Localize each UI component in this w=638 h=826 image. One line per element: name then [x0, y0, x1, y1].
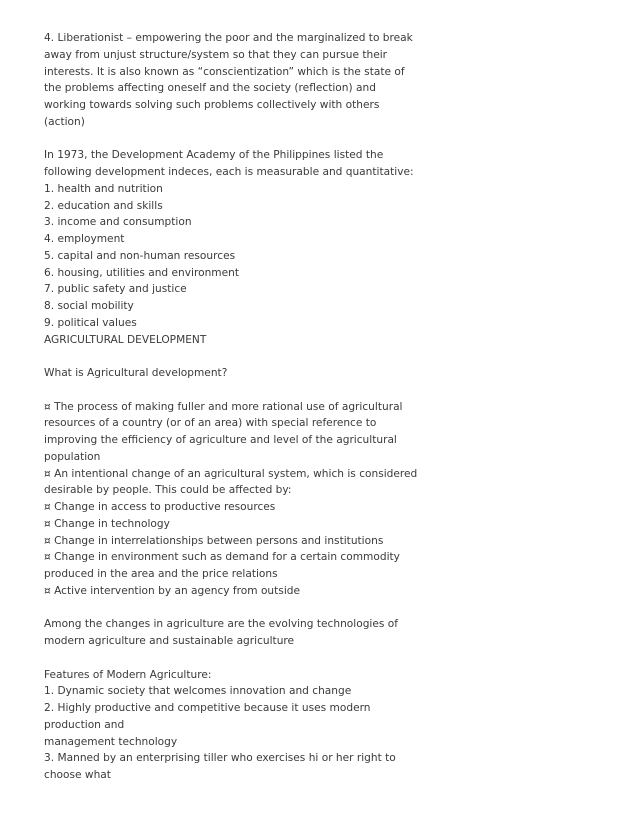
liberationist-paragraph — [44, 30, 413, 131]
blank-line — [44, 131, 404, 148]
text-line: ¤ Change in environment such as demand for a certain commodity — [44, 551, 400, 564]
text-line: modern agriculture and sustainable agriculture — [44, 635, 295, 647]
changes-paragraph — [44, 616, 404, 650]
text-line: interests. It is also known as “conscientization” which is the state of — [44, 65, 405, 78]
text-line: ¤ Change in access to productive resources — [44, 501, 276, 513]
text-line: ¤ Change in interrelationships between persons and institutions — [44, 534, 384, 547]
text-line: desirable by people. This could be affected by: — [44, 484, 292, 497]
text-line: management technology — [44, 735, 178, 748]
text-line: the problems affecting oneself and the society (reflection) and — [44, 82, 376, 95]
text-line: 2. Highly productive and competitive because it uses modern — [44, 702, 371, 714]
text-line: produced in the area and the price relations — [44, 568, 278, 580]
blank-line — [44, 650, 404, 667]
list-item: 7. public safety and justice — [44, 283, 187, 296]
list-item: 5. capital and non-human resources — [44, 249, 236, 262]
definition-paragraph — [44, 399, 418, 600]
features-paragraph — [44, 667, 404, 784]
question-line: What is Agricultural development? — [44, 367, 228, 379]
text-line: Features of Modern Agriculture: — [44, 668, 212, 681]
text-line: resources of a country (or of an area) with special reference to — [44, 417, 377, 430]
text-line: working towards solving such problems collectively with others — [44, 99, 380, 111]
list-item: 6. housing, utilities and environment — [44, 266, 239, 279]
text-line: ¤ Active intervention by an agency from outside — [44, 584, 301, 597]
text-line: following development indeces, each is measurable and quantitative: — [44, 166, 414, 178]
blank-line — [44, 348, 404, 365]
list-item: 9. political values — [44, 316, 137, 329]
list-item: 2. education and skills — [44, 199, 163, 212]
text-line: ¤ An intentional change of an agricultural system, which is considered — [44, 467, 418, 480]
text-line: 3. Manned by an enterprising tiller who exercises hi or her right to — [44, 752, 396, 765]
text-line: (action) — [44, 115, 85, 128]
list-item: 1. health and nutrition — [44, 182, 163, 195]
section-heading: AGRICULTURAL DEVELOPMENT — [44, 333, 207, 346]
text-line: production and — [44, 718, 125, 731]
text-line: ¤ Change in technology — [44, 517, 170, 530]
dap-indices-list — [44, 181, 404, 332]
list-item: 8. social mobility — [44, 300, 134, 312]
text-line: 4. Liberationist – empowering the poor and the marginalized to break — [44, 32, 413, 44]
text-line: improving the efficiency of agriculture and level of the agricultural — [44, 434, 397, 446]
text-line: Among the changes in agriculture are the evolving technologies of — [44, 618, 398, 631]
text-line: away from unjust structure/system so that they can pursue their — [44, 48, 388, 61]
document-page — [44, 30, 418, 784]
text-line: In 1973, the Development Academy of the Philippines listed the — [44, 149, 384, 162]
list-item: 3. income and consumption — [44, 216, 192, 229]
text-line: choose what — [44, 769, 111, 781]
blank-line — [44, 600, 404, 617]
text-line: 1. Dynamic society that welcomes innovation and change — [44, 685, 352, 698]
blank-line — [44, 382, 404, 399]
text-line: population — [44, 450, 101, 463]
dap-intro-paragraph — [44, 147, 414, 181]
list-item: 4. employment — [44, 233, 125, 245]
text-line: ¤ The process of making fuller and more rational use of agricultural — [44, 400, 403, 413]
